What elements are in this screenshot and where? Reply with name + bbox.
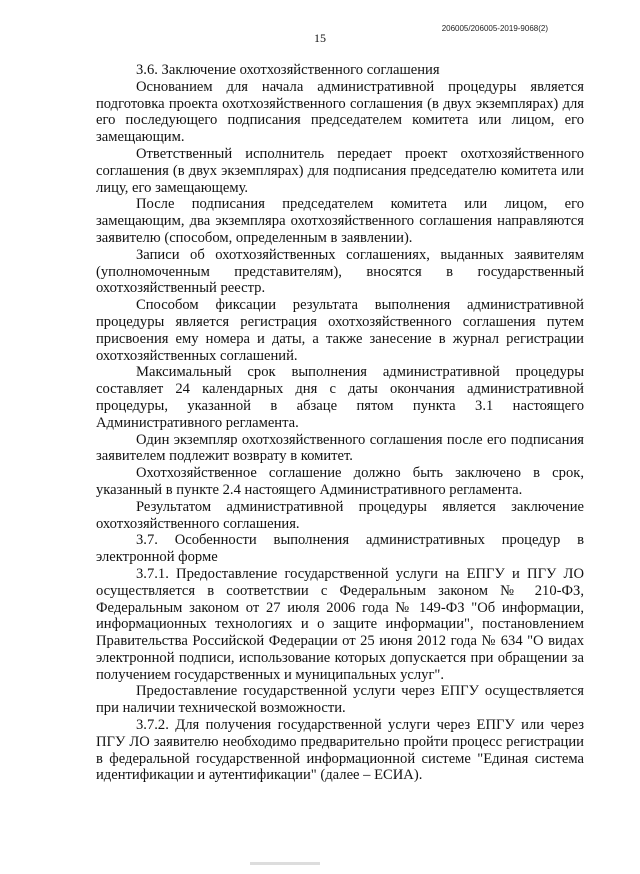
section-heading-3-7: 3.7. Особенности выполнения административных процедур в электронной форме: [96, 532, 584, 566]
paragraph: Максимальный срок выполнения административной процедуры составляет 24 календарных дня с даты окончания административной процедуры, указанной в абзаце пятом пункта 3.1 настоящего Административного регламента.: [96, 364, 584, 431]
paragraph: Способом фиксации результата выполнения административной процедуры является регистрация охотхозяйственного соглашения путем присвоения ему номера и даты, а также занесение в журнал регистрации охотхозяйственных соглашений.: [96, 297, 584, 364]
paragraph: 3.7.1. Предоставление государственной услуги на ЕПГУ и ПГУ ЛО осуществляется в соответствии с Федеральным законом № 210-ФЗ, Федеральным законом от 27 июля 2006 года № 149-ФЗ "Об информации, информационных технологиях и о защите информации", постановлением Правительства Российской Федерации от 25 июня 2012 года № 634 "О видах электронной подписи, использование которых допускается при обращении за получением государственных и муниципальных услуг".: [96, 565, 584, 683]
paragraph: Ответственный исполнитель передает проект охотхозяйственного соглашения (в двух экземплярах) для подписания председателю комитета или лицу, его замещающему.: [96, 145, 584, 196]
paragraph: Один экземпляр охотхозяйственного соглашения после его подписания заявителем подлежит возврату в комитет.: [96, 431, 584, 465]
paragraph: Записи об охотхозяйственных соглашениях, выданных заявителям (уполномоченным представителям), вносятся в государственный охотхозяйственный реестр.: [96, 246, 584, 297]
section-heading-3-6: 3.6. Заключение охотхозяйственного соглашения: [136, 62, 440, 78]
paragraph: Охотхозяйственное соглашение должно быть заключено в срок, указанный в пункте 2.4 настоящего Административного регламента.: [96, 465, 584, 498]
paragraph: После подписания председателем комитета или лицом, его замещающим, два экземпляра охотхозяйственного соглашения направляются заявителю (способом, определенным в заявлении).: [96, 196, 584, 246]
paragraph: Результатом административной процедуры является заключение охотхозяйственного соглашения.: [96, 498, 584, 532]
page-number: 15: [314, 31, 326, 45]
document-body: [96, 62, 584, 784]
paragraph: 3.7.2. Для получения государственной услуги через ЕПГУ или через ПГУ ЛО заявителю необходимо предварительно пройти процесс регистрации в федеральной государственной информационной системе "Единая система идентификации и аутентификации" (далее – ЕСИА).: [96, 717, 584, 784]
scan-artifact: [250, 862, 320, 865]
paragraph: Предоставление государственной услуги через ЕПГУ осуществляется при наличии технической возможности.: [96, 683, 584, 717]
document-id: 206005/206005-2019-9068(2): [441, 24, 548, 33]
paragraph: Основанием для начала административной процедуры является подготовка проекта охотхозяйственного соглашения (в двух экземплярах) для его последующего подписания председателем комитета или лицом, его замещающим.: [96, 78, 584, 146]
